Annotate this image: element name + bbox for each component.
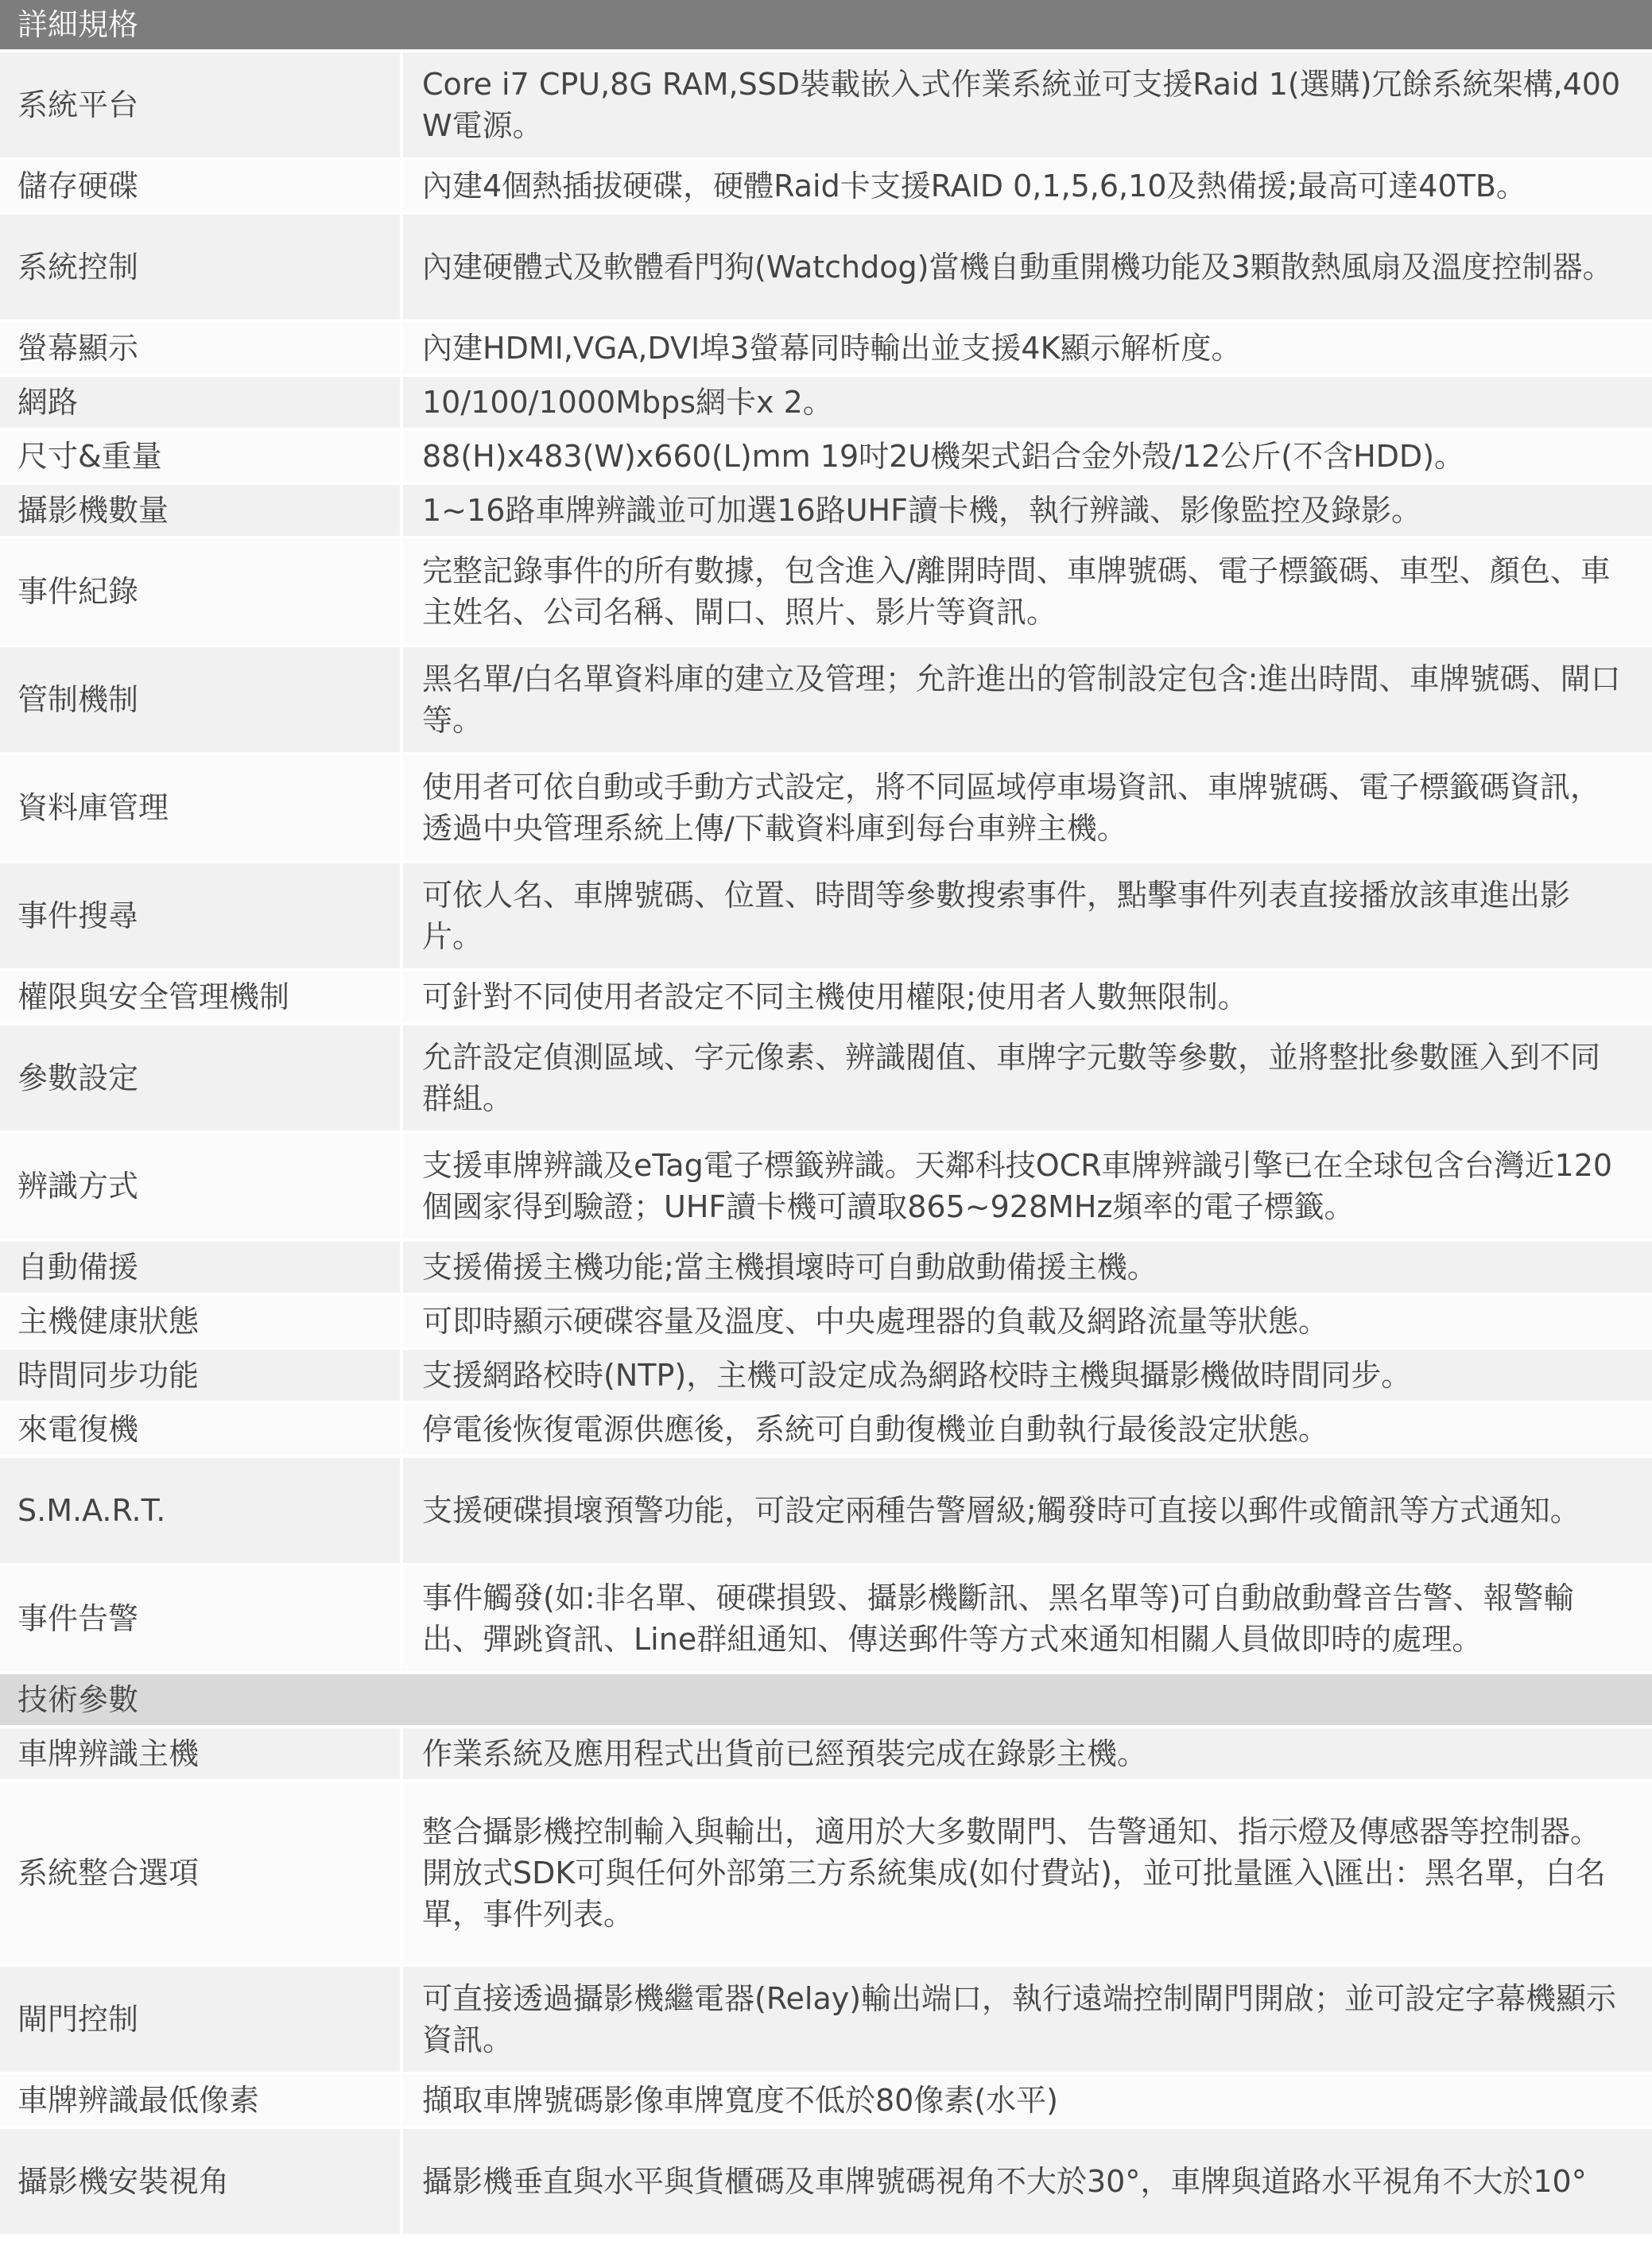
spec-value: 支援備援主機功能;當主機損壞時可自動啟動備援主機。 xyxy=(401,1240,1652,1294)
spec-value: 內建HDMI,VGA,DVI埠3螢幕同時輸出並支援4K顯示解析度。 xyxy=(401,321,1652,375)
table-row xyxy=(0,1565,1652,1673)
spec-value: 事件觸發(如:非名單、硬碟損毀、攝影機斷訊、黑名單等)可自動啟動聲音告警、報警輸出、彈跳資訊、Line群組通知、傳送郵件等方式來通知相關人員做即時的處理。 xyxy=(401,1565,1652,1673)
table-row xyxy=(0,1456,1652,1565)
spec-value: 攝影機垂直與水平與貨櫃碼及車牌號碼視角不大於30°，車牌與道路水平視角不大於10° xyxy=(401,2127,1652,2236)
section-title: 詳細規格 xyxy=(0,0,1652,51)
spec-value: 黑名單/白名單資料庫的建立及管理；允許進出的管制設定包含:進出時間、車牌號碼、閘口等。 xyxy=(401,646,1652,754)
spec-value: 停電後恢復電源供應後，系統可自動復機並自動執行最後設定狀態。 xyxy=(401,1402,1652,1456)
table-row xyxy=(0,1965,1652,2073)
table-row xyxy=(0,1348,1652,1402)
spec-label: 車牌辨識主機 xyxy=(0,1727,401,1781)
table-row xyxy=(0,1240,1652,1294)
spec-label: S.M.A.R.T. xyxy=(0,1456,401,1565)
section-title: 技術參數 xyxy=(0,1673,1652,1727)
spec-label: 辨識方式 xyxy=(0,1132,401,1240)
table-row xyxy=(0,375,1652,429)
table-row xyxy=(0,213,1652,321)
table-row xyxy=(0,321,1652,375)
spec-label: 尺寸&重量 xyxy=(0,429,401,483)
table-row xyxy=(0,1727,1652,1781)
spec-label: 螢幕顯示 xyxy=(0,321,401,375)
spec-label: 系統整合選項 xyxy=(0,1781,401,1965)
spec-label: 事件紀錄 xyxy=(0,537,401,646)
spec-label: 系統控制 xyxy=(0,213,401,321)
table-row xyxy=(0,537,1652,646)
spec-value: 擷取車牌號碼影像車牌寬度不低於80像素(水平) xyxy=(401,2073,1652,2127)
table-row xyxy=(0,2127,1652,2236)
spec-value: 內建4個熱插拔硬碟，硬體Raid卡支援RAID 0,1,5,6,10及熱備援;最高可達40TB。 xyxy=(401,159,1652,213)
spec-value-line: 開放式SDK可與任何外部第三方系統集成(如付費站)，並可批量匯入\匯出：黑名單，白名單，事件列表。 xyxy=(422,1856,1606,1932)
table-row xyxy=(0,1132,1652,1240)
spec-label: 車牌辨識最低像素 xyxy=(0,2073,401,2127)
spec-value: 可直接透過攝影機繼電器(Relay)輸出端口，執行遠端控制閘門開啟；並可設定字幕機顯示資訊。 xyxy=(401,1965,1652,2073)
table-row xyxy=(0,1402,1652,1456)
spec-value: 可針對不同使用者設定不同主機使用權限;使用者人數無限制。 xyxy=(401,970,1652,1024)
table-row xyxy=(0,970,1652,1024)
table-row xyxy=(0,159,1652,213)
spec-label: 主機健康狀態 xyxy=(0,1294,401,1348)
table-row xyxy=(0,1294,1652,1348)
table-row xyxy=(0,754,1652,862)
spec-value: 1~16路車牌辨識並可加選16路UHF讀卡機，執行辨識、影像監控及錄影。 xyxy=(401,483,1652,537)
spec-value: 10/100/1000Mbps網卡x 2。 xyxy=(401,375,1652,429)
spec-label: 閘門控制 xyxy=(0,1965,401,2073)
table-row xyxy=(0,862,1652,970)
spec-label: 系統平台 xyxy=(0,51,401,159)
table-row xyxy=(0,646,1652,754)
spec-label: 來電復機 xyxy=(0,1402,401,1456)
table-row xyxy=(0,51,1652,159)
table-row xyxy=(0,2073,1652,2127)
spec-value: 作業系統及應用程式出貨前已經預裝完成在錄影主機。 xyxy=(401,1727,1652,1781)
section-header-detailed-specs xyxy=(0,0,1652,51)
section-header-technical-params xyxy=(0,1673,1652,1727)
spec-label: 儲存硬碟 xyxy=(0,159,401,213)
spec-label: 權限與安全管理機制 xyxy=(0,970,401,1024)
spec-value: 完整記錄事件的所有數據，包含進入/離開時間、車牌號碼、電子標籤碼、車型、顏色、車主姓名、公司名稱、閘口、照片、影片等資訊。 xyxy=(401,537,1652,646)
spec-label: 管制機制 xyxy=(0,646,401,754)
spec-value: 可依人名、車牌號碼、位置、時間等參數搜索事件，點擊事件列表直接播放該車進出影片。 xyxy=(401,862,1652,970)
spec-value-multi xyxy=(401,1781,1652,1965)
spec-value: 支援網路校時(NTP)，主機可設定成為網路校時主機與攝影機做時間同步。 xyxy=(401,1348,1652,1402)
table-row xyxy=(0,429,1652,483)
table-row xyxy=(0,1024,1652,1132)
spec-label: 網路 xyxy=(0,375,401,429)
spec-value: 支援車牌辨識及eTag電子標籤辨識。天鄰科技OCR車牌辨識引擎已在全球包含台灣近120個國家得到驗證；UHF讀卡機可讀取865~928MHz頻率的電子標籤。 xyxy=(401,1132,1652,1240)
table-row xyxy=(0,483,1652,537)
spec-value: 可即時顯示硬碟容量及溫度、中央處理器的負載及網路流量等狀態。 xyxy=(401,1294,1652,1348)
spec-value: 88(H)x483(W)x660(L)mm 19吋2U機架式鋁合金外殼/12公斤(不含HDD)。 xyxy=(401,429,1652,483)
spec-label: 攝影機數量 xyxy=(0,483,401,537)
spec-label: 攝影機安裝視角 xyxy=(0,2127,401,2236)
table-row xyxy=(0,1781,1652,1965)
spec-label: 事件告警 xyxy=(0,1565,401,1673)
spec-value: Core i7 CPU,8G RAM,SSD裝載嵌入式作業系統並可支援Raid 1(選購)冗餘系統架構,400W電源。 xyxy=(401,51,1652,159)
spec-label: 自動備援 xyxy=(0,1240,401,1294)
spec-value-line: 整合攝影機控制輸入與輸出，適用於大多數閘門、告警通知、指示燈及傳感器等控制器。 xyxy=(422,1814,1601,1849)
spec-value: 支援硬碟損壞預警功能，可設定兩種告警層級;觸發時可直接以郵件或簡訊等方式通知。 xyxy=(401,1456,1652,1565)
spec-value: 允許設定偵測區域、字元像素、辨識閥值、車牌字元數等參數，並將整批參數匯入到不同群組。 xyxy=(401,1024,1652,1132)
spec-label: 資料庫管理 xyxy=(0,754,401,862)
spec-label: 事件搜尋 xyxy=(0,862,401,970)
spec-label: 參數設定 xyxy=(0,1024,401,1132)
spec-value: 內建硬體式及軟體看門狗(Watchdog)當機自動重開機功能及3顆散熱風扇及溫度控制器。 xyxy=(401,213,1652,321)
spec-label: 時間同步功能 xyxy=(0,1348,401,1402)
spec-value: 使用者可依自動或手動方式設定，將不同區域停車場資訊、車牌號碼、電子標籤碼資訊，透過中央管理系統上傳/下載資料庫到每台車辨主機。 xyxy=(401,754,1652,862)
